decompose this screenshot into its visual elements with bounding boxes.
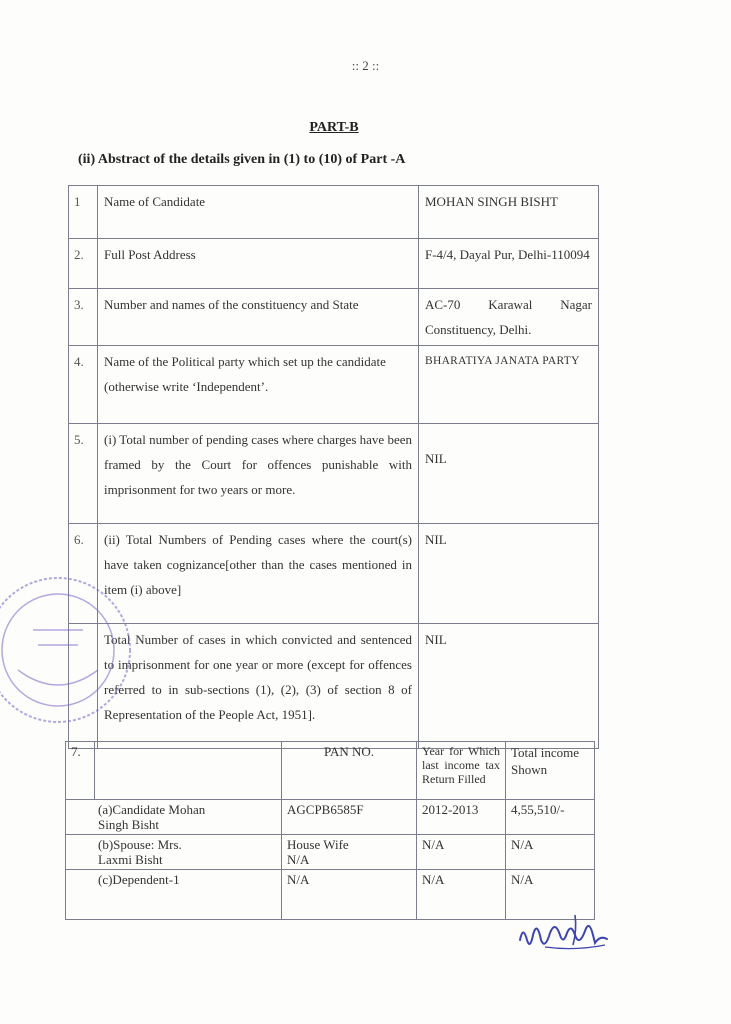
row-value: AC-70 Karawal Nagar Constituency, Delhi. <box>419 289 599 346</box>
row-value: NIL <box>419 424 599 524</box>
person-cell: (b)Spouse: Mrs. Laxmi Bisht <box>66 835 282 870</box>
year-header: Year for Which last income tax Return Filled <box>417 742 506 800</box>
row-number: 6. <box>69 524 98 624</box>
row-number <box>69 624 98 749</box>
person-cell: (c)Dependent-1 <box>66 870 282 920</box>
pan-cell: AGCPB6585F <box>282 800 417 835</box>
table-row <box>69 346 599 424</box>
year-cell: 2012-2013 <box>417 800 506 835</box>
row-number: 1 <box>69 186 98 239</box>
year-cell: N/A <box>417 870 506 920</box>
row-value: F-4/4, Dayal Pur, Delhi-110094 <box>419 239 599 289</box>
row-label: Full Post Address <box>98 239 419 289</box>
income-header-row <box>66 742 595 800</box>
row-label: Name of the Political party which set up the candidate (otherwise write ‘Independent’. <box>98 346 419 424</box>
part-title: PART-B <box>309 120 359 135</box>
total-cell: N/A <box>506 870 595 920</box>
page-number: :: 2 :: <box>351 58 380 73</box>
table-row <box>69 624 599 749</box>
table-row <box>69 424 599 524</box>
abstract-table <box>68 185 599 749</box>
person-cell: (a)Candidate Mohan Singh Bisht <box>66 800 282 835</box>
table-row <box>66 800 595 835</box>
row-number: 5. <box>69 424 98 524</box>
row-number: 7. <box>66 742 95 800</box>
row-value: BHARATIYA JANATA PARTY <box>419 346 599 424</box>
signature <box>515 905 615 955</box>
table-row <box>69 239 599 289</box>
row-value: NIL <box>419 624 599 749</box>
total-cell: N/A <box>506 835 595 870</box>
pan-cell: N/A <box>282 870 417 920</box>
abstract-heading: (ii) Abstract of the details given in (1) to (10) of Part -A <box>78 152 406 167</box>
pan-header: PAN NO. <box>282 742 417 800</box>
table-row <box>69 289 599 346</box>
income-table <box>65 741 595 920</box>
row-label: Number and names of the constituency and State <box>98 289 419 346</box>
total-header: Total income Shown <box>506 742 595 800</box>
row-number: 3. <box>69 289 98 346</box>
row-label: Total Number of cases in which convicted and sentenced to imprisonment for one year or more (except for offences referred to in sub-sections (1), (2), (3) of section 8 of Representation of the People Act, 1951]. <box>98 624 419 749</box>
row-number: 2. <box>69 239 98 289</box>
table-row <box>69 524 599 624</box>
row-number: 4. <box>69 346 98 424</box>
row-label: (i) Total number of pending cases where charges have been framed by the Court for offences punishable with imprisonment for two years or more. <box>98 424 419 524</box>
total-cell: 4,55,510/- <box>506 800 595 835</box>
row-value: NIL <box>419 524 599 624</box>
table-row <box>69 186 599 239</box>
table-row <box>66 835 595 870</box>
row-label: (ii) Total Numbers of Pending cases where the court(s) have taken cognizance[other than the cases mentioned in item (i) above] <box>98 524 419 624</box>
pan-cell: House Wife N/A <box>282 835 417 870</box>
row-value: MOHAN SINGH BISHT <box>419 186 599 239</box>
year-cell: N/A <box>417 835 506 870</box>
row-label: Name of Candidate <box>98 186 419 239</box>
